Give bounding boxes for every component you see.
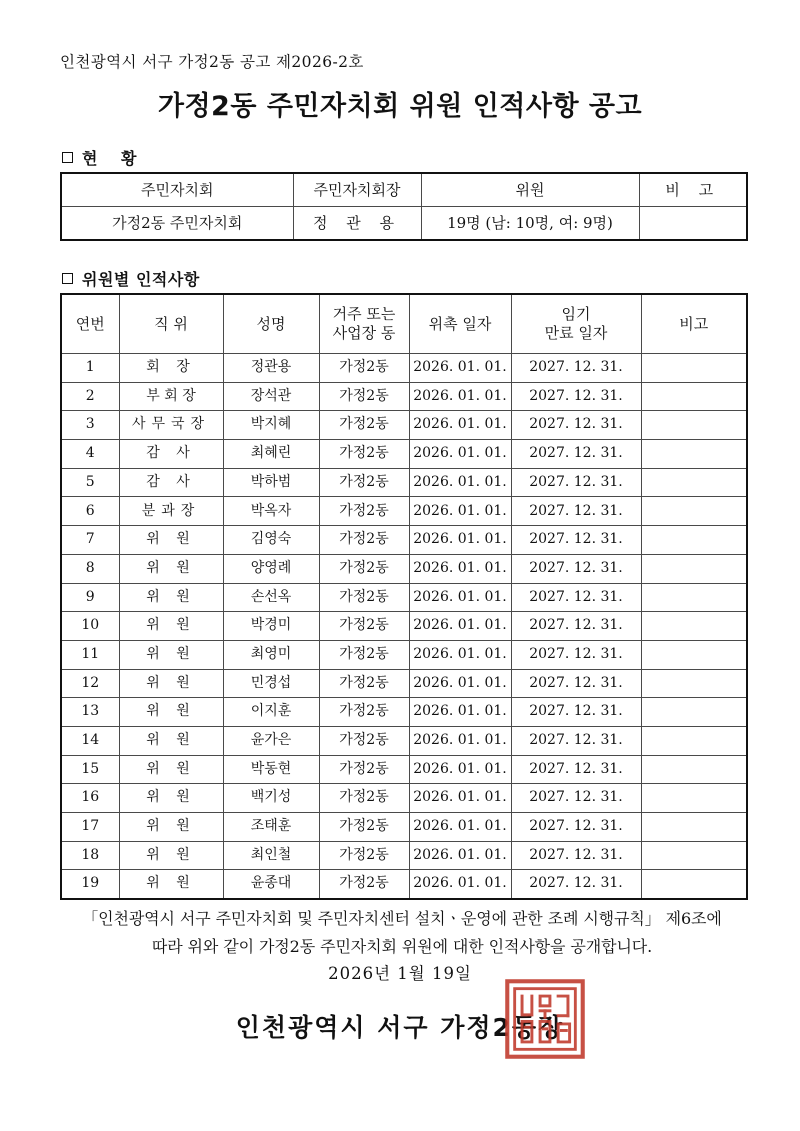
members-cell-dong: 가정2동 [319,669,409,698]
members-cell-note [641,755,747,784]
members-cell-no: 10 [61,612,119,641]
members-cell-name: 민경섭 [223,669,319,698]
members-cell-no: 2 [61,382,119,411]
members-cell-appointed: 2026. 01. 01. [409,583,511,612]
members-cell-name: 최인철 [223,841,319,870]
members-cell-position: 위 원 [119,669,223,698]
members-cell-position: 위 원 [119,726,223,755]
members-cell-dong: 가정2동 [319,870,409,899]
members-cell-note [641,554,747,583]
members-cell-expire: 2027. 12. 31. [511,813,641,842]
members-cell-expire: 2027. 12. 31. [511,583,641,612]
members-header-name: 성명 [223,294,319,354]
document-number: 인천광역시 서구 가정2동 공고 제2026-2호 [60,53,364,71]
members-cell-appointed: 2026. 01. 01. [409,526,511,555]
table-row [61,583,747,612]
members-cell-position: 위 원 [119,755,223,784]
members-cell-no: 12 [61,669,119,698]
members-cell-dong: 가정2동 [319,698,409,727]
members-cell-expire: 2027. 12. 31. [511,497,641,526]
members-cell-note [641,497,747,526]
section-heading-status-label: 현 황 [82,149,146,168]
signature-block [0,1008,800,1044]
members-cell-expire: 2027. 12. 31. [511,526,641,555]
members-cell-dong: 가정2동 [319,526,409,555]
members-cell-note [641,640,747,669]
members-cell-position: 회 장 [119,354,223,383]
members-cell-expire: 2027. 12. 31. [511,440,641,469]
members-cell-dong: 가정2동 [319,354,409,383]
members-cell-dong: 가정2동 [319,726,409,755]
members-cell-no: 7 [61,526,119,555]
members-cell-expire: 2027. 12. 31. [511,468,641,497]
members-cell-name: 박동현 [223,755,319,784]
status-header-council: 주민자치회 [61,173,293,207]
members-cell-dong: 가정2동 [319,497,409,526]
members-cell-no: 11 [61,640,119,669]
square-bullet-icon [62,273,73,284]
members-cell-appointed: 2026. 01. 01. [409,813,511,842]
members-cell-name: 이지훈 [223,698,319,727]
table-row [61,382,747,411]
members-cell-name: 양영례 [223,554,319,583]
members-cell-name: 최영미 [223,640,319,669]
table-row [61,497,747,526]
table-row [61,640,747,669]
members-cell-note [641,526,747,555]
legal-statement-line2: 따라 위와 같이 가정2동 주민자치회 위원에 대한 인적사항을 공개합니다. [151,937,653,956]
status-header-chair: 주민자치회장 [293,173,421,207]
table-row [61,726,747,755]
members-cell-name: 박지혜 [223,411,319,440]
members-cell-appointed: 2026. 01. 01. [409,841,511,870]
members-cell-position: 위 원 [119,526,223,555]
members-cell-expire: 2027. 12. 31. [511,669,641,698]
members-cell-position: 위 원 [119,583,223,612]
members-cell-expire: 2027. 12. 31. [511,698,641,727]
table-header-row [61,294,747,354]
members-cell-position: 부 회 장 [119,382,223,411]
section-heading-members [62,267,200,290]
members-cell-no: 14 [61,726,119,755]
table-row [61,669,747,698]
members-cell-position: 감 사 [119,440,223,469]
table-row [61,755,747,784]
members-cell-dong: 가정2동 [319,583,409,612]
members-cell-expire: 2027. 12. 31. [511,411,641,440]
members-cell-no: 13 [61,698,119,727]
members-cell-position: 위 원 [119,870,223,899]
members-cell-dong: 가정2동 [319,440,409,469]
members-cell-note [641,354,747,383]
page-title: 가정2동 주민자치회 위원 인적사항 공고 [157,91,643,122]
members-cell-expire: 2027. 12. 31. [511,784,641,813]
members-cell-note [641,612,747,641]
members-cell-name: 박경미 [223,612,319,641]
members-cell-note [641,870,747,899]
table-row [61,526,747,555]
members-cell-position: 위 원 [119,813,223,842]
members-header-note: 비고 [641,294,747,354]
members-cell-note [641,583,747,612]
members-cell-expire: 2027. 12. 31. [511,755,641,784]
table-row [61,612,747,641]
status-table [60,172,748,241]
members-cell-expire: 2027. 12. 31. [511,554,641,583]
members-cell-position: 위 원 [119,841,223,870]
members-cell-name: 최혜린 [223,440,319,469]
members-header-no: 연번 [61,294,119,354]
members-cell-appointed: 2026. 01. 01. [409,354,511,383]
members-cell-appointed: 2026. 01. 01. [409,640,511,669]
members-cell-appointed: 2026. 01. 01. [409,755,511,784]
table-header-row [61,173,747,207]
members-cell-appointed: 2026. 01. 01. [409,440,511,469]
members-cell-dong: 가정2동 [319,813,409,842]
members-cell-note [641,698,747,727]
members-cell-appointed: 2026. 01. 01. [409,382,511,411]
members-cell-no: 8 [61,554,119,583]
section-heading-members-label: 위원별 인적사항 [82,270,200,289]
members-cell-dong: 가정2동 [319,411,409,440]
signatory-title: 인천광역시 서구 가정2동장 [235,1013,565,1042]
members-cell-position: 위 원 [119,784,223,813]
members-cell-dong: 가정2동 [319,554,409,583]
members-cell-expire: 2027. 12. 31. [511,612,641,641]
members-cell-appointed: 2026. 01. 01. [409,726,511,755]
members-cell-dong: 가정2동 [319,841,409,870]
members-cell-no: 18 [61,841,119,870]
members-cell-position: 위 원 [119,698,223,727]
members-cell-note [641,382,747,411]
members-cell-name: 박하범 [223,468,319,497]
status-cell-members: 19명 (남: 10명, 여: 9명) [421,207,639,241]
members-cell-appointed: 2026. 01. 01. [409,468,511,497]
status-header-note: 비 고 [639,173,747,207]
members-cell-appointed: 2026. 01. 01. [409,870,511,899]
members-cell-expire: 2027. 12. 31. [511,640,641,669]
members-cell-name: 백기성 [223,784,319,813]
members-cell-name: 윤종대 [223,870,319,899]
members-cell-dong: 가정2동 [319,468,409,497]
members-cell-no: 6 [61,497,119,526]
members-cell-appointed: 2026. 01. 01. [409,554,511,583]
members-cell-name: 정관용 [223,354,319,383]
table-row [61,411,747,440]
members-cell-appointed: 2026. 01. 01. [409,698,511,727]
members-cell-position: 사무국장 [119,411,223,440]
status-cell-council: 가정2동 주민자치회 [61,207,293,241]
members-cell-note [641,726,747,755]
members-cell-note [641,784,747,813]
members-cell-expire: 2027. 12. 31. [511,841,641,870]
table-row [61,354,747,383]
issue-date: 2026년 1월 19일 [328,964,472,983]
members-header-position: 직 위 [119,294,223,354]
members-cell-appointed: 2026. 01. 01. [409,669,511,698]
table-row [61,813,747,842]
status-cell-note [639,207,747,241]
members-cell-no: 16 [61,784,119,813]
members-header-dong [319,294,409,354]
members-cell-position: 감 사 [119,468,223,497]
members-cell-note [641,468,747,497]
table-row [61,698,747,727]
table-row [61,440,747,469]
members-cell-name: 김영숙 [223,526,319,555]
members-cell-appointed: 2026. 01. 01. [409,784,511,813]
seal-icon [504,977,586,1061]
members-cell-note [641,841,747,870]
members-cell-no: 9 [61,583,119,612]
members-cell-name: 박옥자 [223,497,319,526]
members-cell-name: 윤가은 [223,726,319,755]
members-header-expire [511,294,641,354]
members-cell-dong: 가정2동 [319,784,409,813]
members-header-expire-line2: 만료 일자 [544,324,608,342]
square-bullet-icon [62,152,73,163]
members-cell-appointed: 2026. 01. 01. [409,497,511,526]
members-cell-appointed: 2026. 01. 01. [409,612,511,641]
members-cell-note [641,669,747,698]
table-row [61,207,747,241]
members-cell-expire: 2027. 12. 31. [511,870,641,899]
table-row [61,784,747,813]
table-row [61,554,747,583]
members-cell-no: 1 [61,354,119,383]
members-cell-name: 손선옥 [223,583,319,612]
members-cell-position: 위 원 [119,640,223,669]
members-cell-no: 15 [61,755,119,784]
official-seal-stamp [504,977,586,1061]
members-table [60,293,748,900]
section-heading-status [62,146,145,169]
members-cell-position: 위 원 [119,554,223,583]
members-cell-dong: 가정2동 [319,612,409,641]
legal-statement [62,905,742,961]
members-cell-expire: 2027. 12. 31. [511,382,641,411]
members-cell-name: 조태훈 [223,813,319,842]
table-row [61,870,747,899]
members-header-expire-line1: 임기 [561,305,591,324]
members-cell-position: 분과장 [119,497,223,526]
table-row [61,468,747,497]
members-cell-expire: 2027. 12. 31. [511,354,641,383]
members-header-dong-line1: 거주 또는 [332,305,396,324]
members-header-appointed: 위촉 일자 [409,294,511,354]
members-cell-no: 17 [61,813,119,842]
status-header-members: 위원 [421,173,639,207]
members-cell-dong: 가정2동 [319,755,409,784]
status-cell-chairperson: 정 관 용 [293,207,421,241]
members-cell-no: 3 [61,411,119,440]
members-cell-note [641,813,747,842]
members-cell-dong: 가정2동 [319,640,409,669]
members-cell-note [641,411,747,440]
members-cell-no: 4 [61,440,119,469]
members-cell-appointed: 2026. 01. 01. [409,411,511,440]
members-cell-note [641,440,747,469]
members-cell-dong: 가정2동 [319,382,409,411]
members-cell-no: 19 [61,870,119,899]
table-row [61,841,747,870]
members-cell-expire: 2027. 12. 31. [511,726,641,755]
members-cell-position: 위 원 [119,612,223,641]
members-cell-name: 장석관 [223,382,319,411]
members-header-dong-line2: 사업장 동 [332,324,396,342]
members-cell-no: 5 [61,468,119,497]
legal-statement-line1: 「인천광역시 서구 주민자치회 및 주민자치센터 설치ㆍ운영에 관한 조례 시행규칙」 제6조에 [82,909,722,928]
